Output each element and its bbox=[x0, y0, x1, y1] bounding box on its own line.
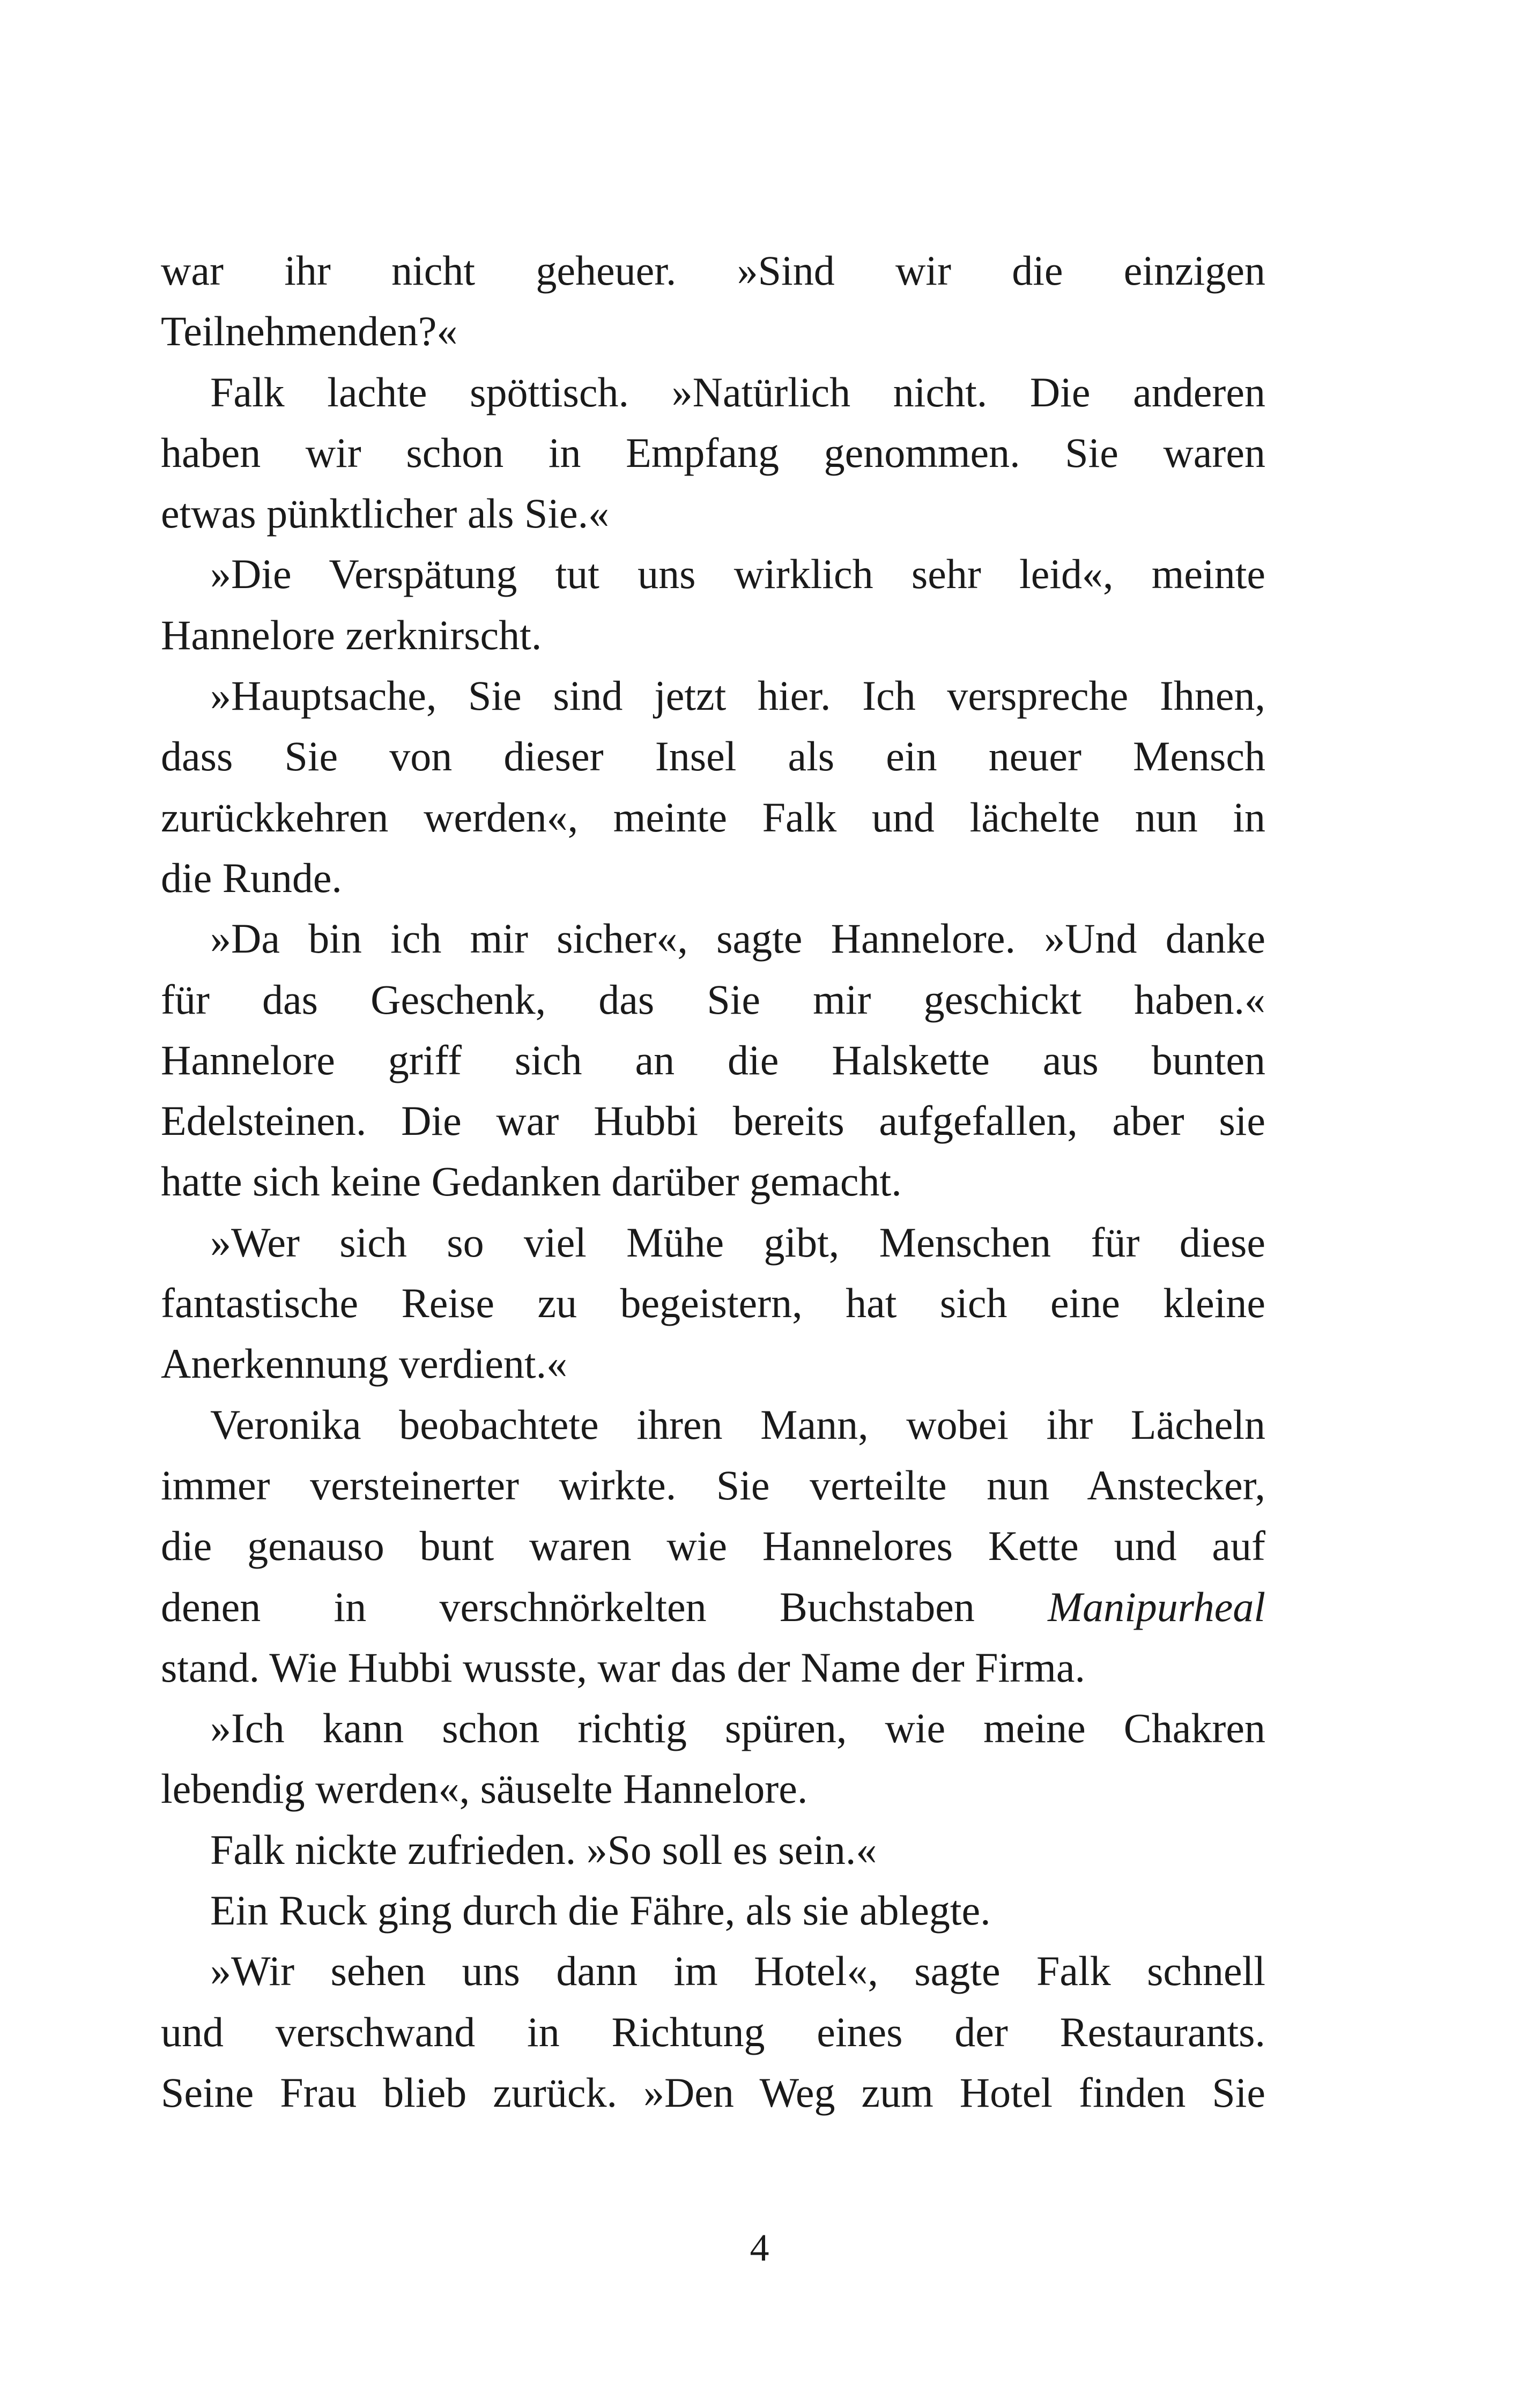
text-line: »Da bin ich mir sicher«, sagte Hannelore. »Und danke bbox=[210, 915, 1265, 962]
text-line: Hannelore zerknirscht. bbox=[161, 611, 542, 658]
text-line: »Wir sehen uns dann im Hotel«, sagte Falk schnell bbox=[210, 1948, 1265, 1995]
text-line: Teilnehmenden?« bbox=[161, 308, 458, 355]
text-line: fantastische Reise zu begeistern, hat sich eine kleine bbox=[161, 1280, 1265, 1327]
text-line: war ihr nicht geheuer. »Sind wir die einzigen bbox=[161, 247, 1265, 294]
text-line: Falk nickte zufrieden. »So soll es sein.« bbox=[210, 1826, 877, 1873]
text-line: »Hauptsache, Sie sind jetzt hier. Ich verspreche Ihnen, bbox=[210, 672, 1265, 719]
text-line: und verschwand in Richtung eines der Restaurants. bbox=[161, 2008, 1265, 2055]
text-line: haben wir schon in Empfang genommen. Sie waren bbox=[161, 429, 1265, 476]
text-line: Falk lachte spöttisch. »Natürlich nicht. Die anderen bbox=[210, 368, 1265, 415]
text-line: lebendig werden«, säuselte Hannelore. bbox=[161, 1765, 808, 1812]
italic-company-name: Manipurheal bbox=[1048, 1583, 1266, 1630]
text-line: die Runde. bbox=[161, 854, 342, 901]
text-line: Ein Ruck ging durch die Fähre, als sie ablegte. bbox=[210, 1887, 991, 1934]
text-line: Veronika beobachtete ihren Mann, wobei ihr Lächeln bbox=[210, 1401, 1265, 1448]
book-page-text bbox=[161, 240, 1265, 2123]
text-line: für das Geschenk, das Sie mir geschickt haben.« bbox=[161, 976, 1265, 1023]
text-line: Hannelore griff sich an die Halskette aus bunten bbox=[161, 1036, 1265, 1083]
text-line: Edelsteinen. Die war Hubbi bereits aufgefallen, aber sie bbox=[161, 1097, 1265, 1144]
text-line: hatte sich keine Gedanken darüber gemacht. bbox=[161, 1158, 902, 1205]
text-line: immer versteinerter wirkte. Sie verteilte nun Anstecker, bbox=[161, 1461, 1265, 1508]
text-line: »Ich kann schon richtig spüren, wie meine Chakren bbox=[210, 1705, 1265, 1752]
text-line: stand. Wie Hubbi wusste, war das der Name der Firma. bbox=[161, 1644, 1085, 1691]
text-line: »Wer sich so viel Mühe gibt, Menschen für diese bbox=[210, 1218, 1265, 1266]
text-line: die genauso bunt waren wie Hannelores Kette und auf bbox=[161, 1522, 1265, 1570]
text-line: dass Sie von dieser Insel als ein neuer Mensch bbox=[161, 733, 1265, 780]
text-segment: denen in verschnörkelten Buchstaben bbox=[161, 1583, 975, 1630]
text-line: zurückkehren werden«, meinte Falk und lächelte nun in bbox=[161, 793, 1265, 841]
text-line: etwas pünktlicher als Sie.« bbox=[161, 490, 610, 537]
text-line: Seine Frau blieb zurück. »Den Weg zum Hotel finden Sie bbox=[161, 2069, 1265, 2116]
text-line-with-italic bbox=[161, 1577, 1265, 1637]
page-number: 4 bbox=[750, 2226, 769, 2269]
text-line: »Die Verspätung tut uns wirklich sehr leid«, meinte bbox=[210, 551, 1265, 598]
text-line: Anerkennung verdient.« bbox=[161, 1340, 568, 1387]
